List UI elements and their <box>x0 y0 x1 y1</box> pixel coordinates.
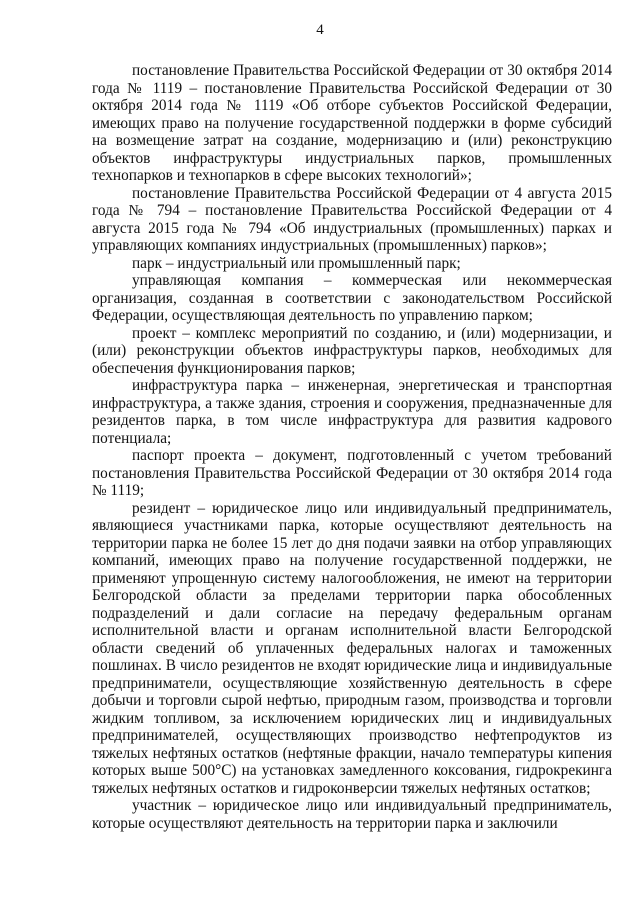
definition-paragraph-pp-794: постановление Правительства Российской Федерации от 4 августа 2015 года № 794 – постановление Правительства Российской Федерации от 4 августа 2015 года № 794 «Об индустриальных (промышленных) парках и управляющих компаниях индустриальных (промышленных) парков»; <box>92 184 612 254</box>
definition-paragraph-participant: участник – юридическое лицо или индивидуальный предприниматель, которые осуществляют деятельность на территории парка и заключили <box>92 797 612 832</box>
definition-paragraph-park: парк – индустриальный или промышленный парк; <box>132 254 461 272</box>
definition-paragraph-project: проект – комплекс мероприятий по созданию, и (или) модернизации, и (или) реконструкции объектов инфраструктуры парков, необходимых для обеспечения функционирования парков; <box>92 324 612 377</box>
definition-paragraph-project-passport: паспорт проекта – документ, подготовленный с учетом требований постановления Правительства Российской Федерации от 30 октября 2014 года № 1119; <box>92 447 612 499</box>
document-body <box>92 62 612 832</box>
definition-paragraph-pp-1119: постановление Правительства Российской Федерации от 30 октября 2014 года № 1119 – постановление Правительства Российской Федерации от 30 октября 2014 года № 1119 «Об отборе субъектов Российской Федерации, имеющих право на получение государственной поддержки в форме субсидий на возмещение затрат на создание, модернизацию и (или) реконструкцию объектов инфраструктуры индустриальных парков, промышленных технопарков и технопарков в сфере высоких технологий»; <box>92 62 612 184</box>
definition-paragraph-management-company: управляющая компания – коммерческая или некоммерческая организация, созданная в соответствии с законодательством Российской Федерации, осуществляющая деятельность по управлению парком; <box>92 272 612 324</box>
definition-paragraph-park-infrastructure: инфраструктура парка – инженерная, энергетическая и транспортная инфраструктура, а также здания, строения и сооружения, предназначенные для резидентов парка, в том числе инфраструктура для развития кадрового потенциала; <box>92 377 612 447</box>
definition-paragraph-resident: резидент – юридическое лицо или индивидуальный предприниматель, являющиеся участниками парка, которые осуществляют деятельность на территории парка не более 15 лет до дня подачи заявки на отбор управляющих компаний, имеющих право на получение государственной поддержки, не применяют упрощенную систему налогообложения, не имеют на территории Белгородской области за пределами территории парка обособленных подразделений и дали согласие на передачу федеральным органам исполнительной власти и органам исполнительной власти Белгородской области сведений об уплаченных федеральных налогах и таможенных пошлинах. В число резидентов не входят юридические лица и индивидуальные предприниматели, осуществляющие хозяйственную деятельность в сфере добычи и торговли сырой нефтью, природным газом, производства и торговли жидким топливом, за исключением юридических лиц и индивидуальных предпринимателей, осуществляющих производство нефтепродуктов из тяжелых нефтяных остатков (нефтяные фракции, начало температуры кипения которых выше 500°С) на установках замедленного коксования, гидрокрекинга тяжелых нефтяных остатков и гидроконверсии тяжелых нефтяных остатков; <box>92 499 612 797</box>
page-number: 4 <box>316 22 324 38</box>
